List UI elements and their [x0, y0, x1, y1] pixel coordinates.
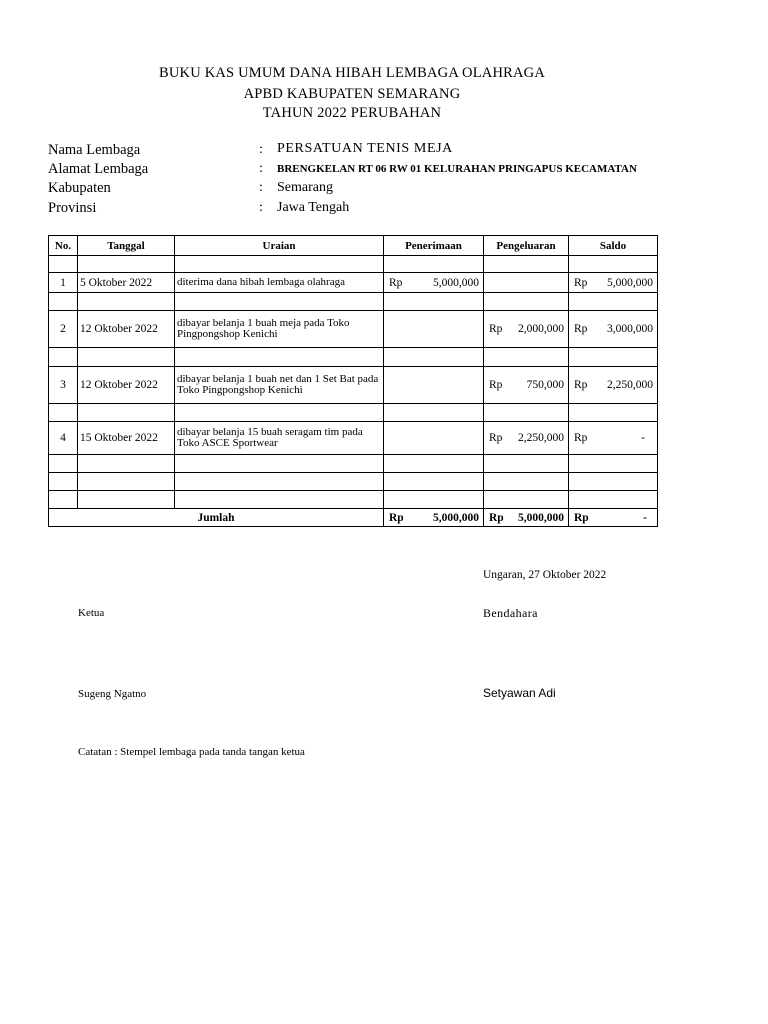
- cell-penerimaan: [384, 273, 484, 293]
- cell-saldo: [569, 273, 658, 293]
- cell-tanggal: 5 Oktober 2022: [78, 273, 175, 293]
- info-colon: :: [259, 142, 263, 157]
- currency-label: Rp: [489, 432, 503, 444]
- column-header-tanggal: Tanggal: [78, 236, 175, 256]
- info-label-provinsi: Provinsi: [48, 200, 97, 216]
- cell-tanggal: 15 Oktober 2022: [78, 422, 175, 455]
- info-label-nama: Nama Lembaga: [48, 142, 141, 158]
- currency-label: Rp: [574, 323, 588, 335]
- column-header-penerimaan: Penerimaan: [384, 236, 484, 256]
- amount: 750,000: [526, 379, 564, 391]
- column-header-no: No.: [49, 236, 78, 256]
- cell-pengeluaran: [484, 311, 569, 348]
- cell-uraian: diterima dana hibah lembaga olahraga: [175, 273, 384, 293]
- amount: 2,250,000: [518, 432, 564, 444]
- cell-tanggal: 12 Oktober 2022: [78, 311, 175, 348]
- total-row: [49, 509, 658, 527]
- cell-uraian: dibayar belanja 1 buah meja pada Toko Pingpongshop Kenichi: [175, 311, 384, 348]
- info-colon: :: [259, 200, 263, 215]
- currency-label: Rp: [574, 276, 588, 289]
- info-label-alamat: Alamat Lembaga: [48, 161, 149, 177]
- amount: 2,000,000: [518, 323, 564, 335]
- info-value-kabupaten: Semarang: [277, 180, 333, 195]
- table-row: [49, 367, 658, 404]
- empty-row: [49, 473, 658, 491]
- info-value-provinsi: Jawa Tengah: [277, 200, 350, 215]
- cell-no: 4: [49, 422, 78, 455]
- info-value-nama: PERSATUAN TENIS MEJA: [277, 141, 453, 156]
- left-signer-name: Sugeng Ngatno: [78, 688, 147, 700]
- info-label-kabupaten: Kabupaten: [48, 180, 111, 196]
- cell-penerimaan: [384, 367, 484, 404]
- column-header-uraian: Uraian: [175, 236, 384, 256]
- amount: 2,250,000: [607, 379, 653, 391]
- cell-no: 2: [49, 311, 78, 348]
- info-value-alamat: BRENGKELAN RT 06 RW 01 KELURAHAN PRINGAPUS KECAMATAN: [277, 163, 637, 175]
- total-saldo: [569, 509, 658, 527]
- empty-row: [49, 404, 658, 422]
- cell-penerimaan: [384, 422, 484, 455]
- amount: 5,000,000: [433, 276, 479, 289]
- empty-row: [49, 348, 658, 367]
- cell-saldo: [569, 422, 658, 455]
- cell-penerimaan: [384, 311, 484, 348]
- empty-row: [49, 455, 658, 473]
- currency-label: Rp: [489, 511, 504, 524]
- cell-tanggal: 12 Oktober 2022: [78, 367, 175, 404]
- table-row: [49, 273, 658, 293]
- cell-no: 1: [49, 273, 78, 293]
- amount: 5,000,000: [433, 511, 479, 524]
- currency-label: Rp: [489, 379, 503, 391]
- table-row: [49, 422, 658, 455]
- info-colon: :: [259, 180, 263, 195]
- place-date: Ungaran, 27 Oktober 2022: [483, 569, 607, 581]
- currency-label: Rp: [389, 511, 404, 524]
- ledger-table: [48, 235, 658, 527]
- amount: 5,000,000: [607, 276, 653, 289]
- document-subtitle: APBD KABUPATEN SEMARANG: [243, 86, 461, 102]
- currency-label: Rp: [574, 379, 588, 391]
- empty-row: [49, 256, 658, 273]
- document-title: BUKU KAS UMUM DANA HIBAH LEMBAGA OLAHRAGA: [158, 65, 546, 81]
- cell-saldo: [569, 311, 658, 348]
- cell-no: 3: [49, 367, 78, 404]
- column-header-saldo: Saldo: [569, 236, 658, 256]
- total-pengeluaran: [484, 509, 569, 527]
- column-header-pengeluaran: Pengeluaran: [484, 236, 569, 256]
- note-text: Catatan : Stempel lembaga pada tanda tangan ketua: [78, 746, 305, 758]
- document-year: TAHUN 2022 PERUBAHAN: [262, 105, 442, 121]
- cell-saldo: [569, 367, 658, 404]
- table-header-row: [49, 236, 658, 256]
- right-signer-name: Setyawan Adi: [483, 686, 556, 700]
- empty-row: [49, 491, 658, 509]
- table-row: [49, 311, 658, 348]
- left-signer-role: Ketua: [78, 607, 105, 619]
- currency-label: Rp: [574, 511, 589, 524]
- amount: 5,000,000: [518, 511, 564, 524]
- total-label: Jumlah: [49, 509, 384, 527]
- cell-pengeluaran: [484, 422, 569, 455]
- amount: -: [641, 432, 645, 444]
- cell-uraian: dibayar belanja 15 buah seragam tim pada Toko ASCE Sportwear: [175, 422, 384, 455]
- info-colon: :: [259, 161, 263, 176]
- amount: 3,000,000: [607, 323, 653, 335]
- empty-row: [49, 293, 658, 311]
- cell-uraian: dibayar belanja 1 buah net dan 1 Set Bat pada Toko Pingpongshop Kenichi: [175, 367, 384, 404]
- currency-label: Rp: [389, 276, 403, 289]
- total-penerimaan: [384, 509, 484, 527]
- currency-label: Rp: [489, 323, 503, 335]
- right-signer-role: Bendahara: [483, 606, 538, 620]
- amount: -: [643, 511, 647, 524]
- cell-pengeluaran: [484, 367, 569, 404]
- currency-label: Rp: [574, 432, 588, 444]
- cell-pengeluaran: [484, 273, 569, 293]
